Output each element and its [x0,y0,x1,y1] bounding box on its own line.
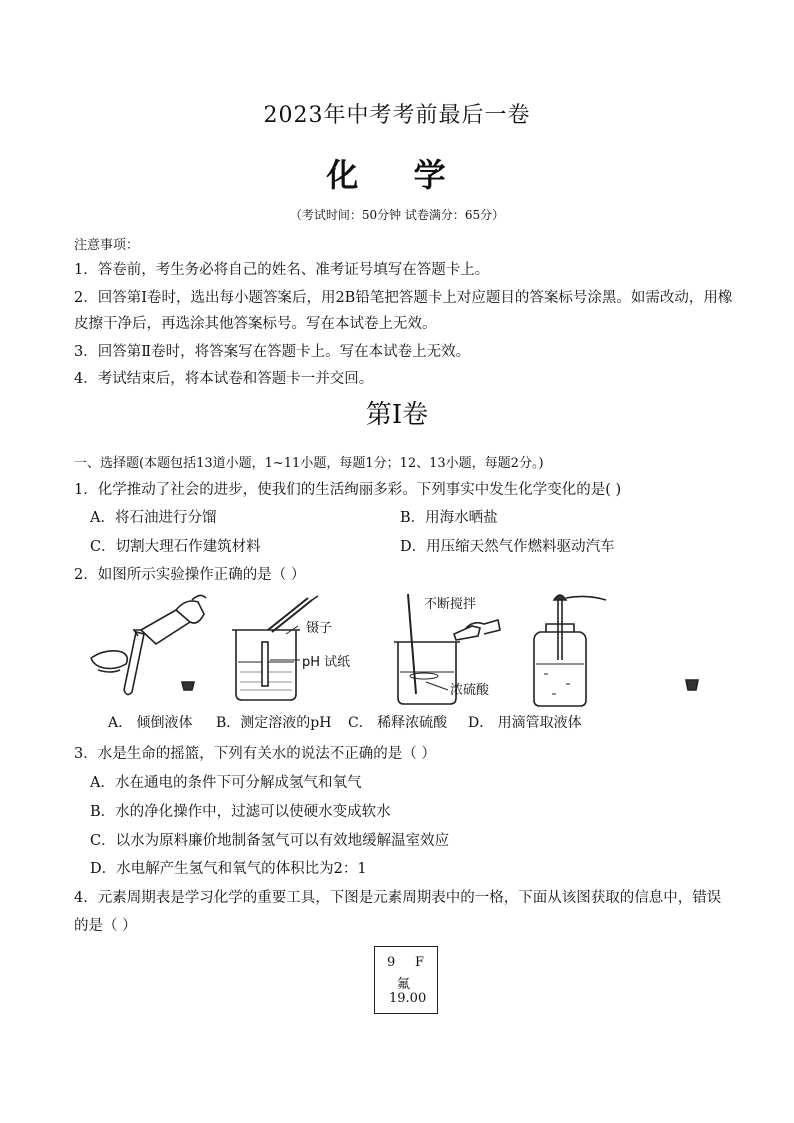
time-info: （考试时间：50分钟 试卷满分：65分） [289,208,505,222]
label-stir: 不断搅拌 [424,597,477,612]
element-symbol: F [415,955,425,970]
note-item: 皮擦干净后，再选涂其他答案标号。写在本试卷上无效。 [74,316,437,332]
q3-option-a: A．水在通电的条件下可分解成氢气和氧气 [90,775,362,791]
subject-title: 化 学 [326,156,468,194]
note-item: 4．考试结束后，将本试卷和答题卡一并交回。 [74,371,374,387]
q2-caption-b: B．测定溶液的pH [216,715,332,731]
question-1-stem: 1．化学推动了社会的进步，使我们的生活绚丽多彩。下列事实中发生化学变化的是( ) [74,482,622,498]
dropper-figure [534,595,698,706]
label-ph-paper: pH 试纸 [302,655,351,670]
q3-option-d: D．水电解产生氢气和氧气的体积比为2：1 [90,861,367,877]
question-3-stem: 3．水是生命的摇篮，下列有关水的说法不正确的是（ ） [74,746,436,762]
q2-caption-a: A． 倾倒液体 [108,715,193,731]
exam-title: 2023年中考考前最后一卷 [263,103,531,128]
pouring-liquid-figure [91,595,206,694]
lab-operations-figure [86,590,726,710]
part1-heading: 一、选择题(本题包括13道小题，1~11小题，每题1分；12、13小题，每题2分。) [74,456,544,471]
q1-option-b: B．用海水晒盐 [400,510,498,526]
atomic-number: 9 [387,955,396,970]
q1-option-a: A．将石油进行分馏 [90,510,217,526]
q1-option-d: D．用压缩天然气作燃料驱动汽车 [400,539,615,555]
element-name: 氟 [397,977,411,992]
q1-option-c: C．切割大理石作建筑材料 [90,539,261,555]
ph-test-figure [232,596,318,700]
notes-heading: 注意事项： [74,238,140,253]
question-2-stem: 2．如图所示实验操作正确的是（ ） [74,567,306,583]
q2-caption-d: D． 用滴管取液体 [468,715,582,731]
q3-option-b: B．水的净化操作中，过滤可以使硬水变成软水 [90,804,391,820]
label-tweezers: 镊子 [306,621,333,636]
figure-labels [302,596,490,698]
note-item: 2．回答第Ⅰ卷时，选出每小题答案后，用2B铅笔把答题卡上对应题目的答案标号涂黑。如需改动，用橡 [74,290,733,306]
periodic-table-cell [374,946,438,1014]
note-item: 3．回答第Ⅱ卷时，将答案写在答题卡上。写在本试卷上无效。 [74,344,471,360]
question-4-stem-line1: 4．元素周期表是学习化学的重要工具，下图是元素周期表中的一格，下面从该图获取的信息中，错误 [74,890,722,906]
note-item: 1．答卷前，考生务必将自己的姓名、准考证号填写在答题卡上。 [74,262,490,278]
section-title: 第Ⅰ卷 [365,400,429,430]
q2-caption-c: C． 稀释浓硫酸 [348,715,448,731]
atomic-mass: 19.00 [389,991,427,1006]
q3-option-c: C．以水为原料廉价地制备氢气可以有效地缓解温室效应 [90,833,450,849]
question-4-stem-line2: 的是（ ） [74,918,137,934]
label-acid: 浓硫酸 [450,683,490,698]
